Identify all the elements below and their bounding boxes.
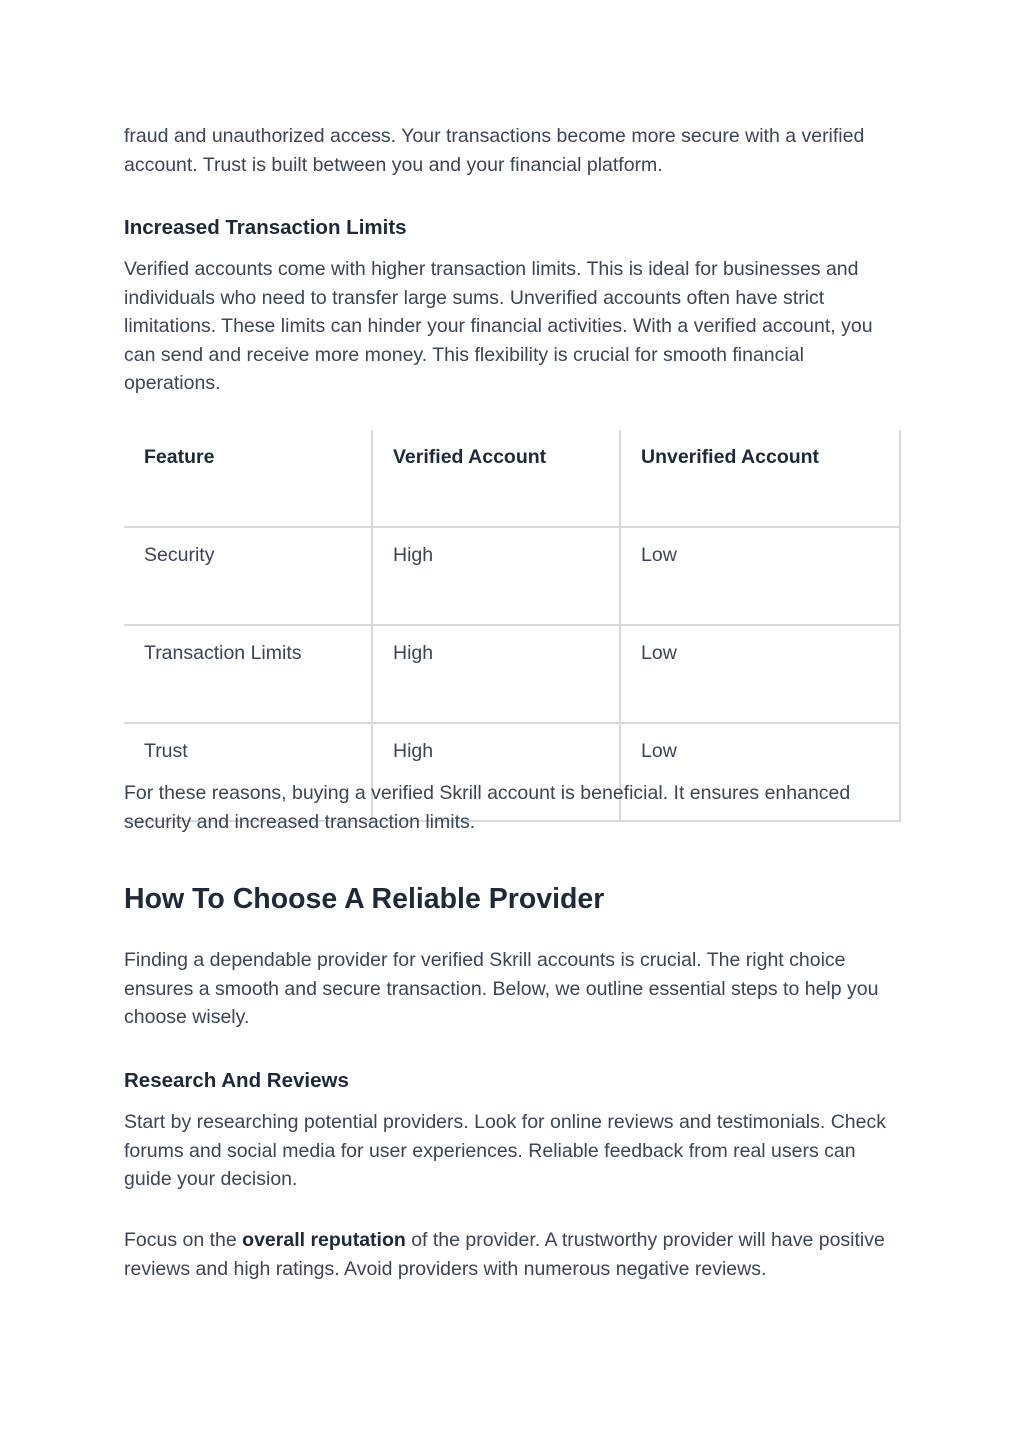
focus-emphasis: overall reputation: [242, 1229, 406, 1251]
limits-paragraph: Verified accounts come with higher transaction limits. This is ideal for businesses and individuals who need to transfer large sums. Unverified accounts often have strict limitations. These limits can hinder your financial activities. With a verified account, you can send and receive more money. This flexibility is crucial for smooth financial operations.: [124, 258, 873, 394]
table-row: [124, 527, 900, 625]
table-cell: High: [372, 723, 620, 821]
table-header-row: [124, 430, 900, 527]
intro-paragraph: fraud and unauthorized access. Your transactions become more secure with a verified account. Trust is built between you and your financial platform.: [124, 125, 865, 176]
table-cell: Low: [620, 723, 900, 821]
table-cell: Security: [124, 527, 372, 625]
table-cell: Trust: [124, 723, 372, 821]
table-cell: Low: [620, 527, 900, 625]
focus-text-after: of the provider. A trustworthy provider will have positive reviews and high ratings. Avoid providers with numerous negative reviews.: [124, 1229, 885, 1280]
table-cell: High: [372, 527, 620, 625]
focus-paragraph: [124, 1226, 900, 1283]
limits-heading: Increased Transaction Limits: [124, 216, 407, 239]
table-row: [124, 625, 900, 723]
provider-heading: How To Choose A Reliable Provider: [124, 883, 605, 915]
conclusion-paragraph: For these reasons, buying a verified Skrill account is beneficial. It ensures enhanced security and increased transaction limits.: [124, 782, 851, 833]
table-header-cell: Feature: [124, 430, 372, 527]
research-paragraph: Start by researching potential providers. Look for online reviews and testimonials. Check forums and social media for user experiences. Reliable feedback from real users can guide your decision.: [124, 1111, 886, 1190]
comparison-table: [124, 430, 901, 822]
provider-paragraph: Finding a dependable provider for verified Skrill accounts is crucial. The right choice ensures a smooth and secure transaction. Below, we outline essential steps to help you choose wisely.: [124, 949, 879, 1028]
table-header-cell: Unverified Account: [620, 430, 900, 527]
table-cell: Low: [620, 625, 900, 723]
table-cell: Transaction Limits: [124, 625, 372, 723]
research-heading: Research And Reviews: [124, 1069, 349, 1092]
table-cell: High: [372, 625, 620, 723]
focus-text-before: Focus on the: [124, 1229, 243, 1251]
table-header-cell: Verified Account: [372, 430, 620, 527]
